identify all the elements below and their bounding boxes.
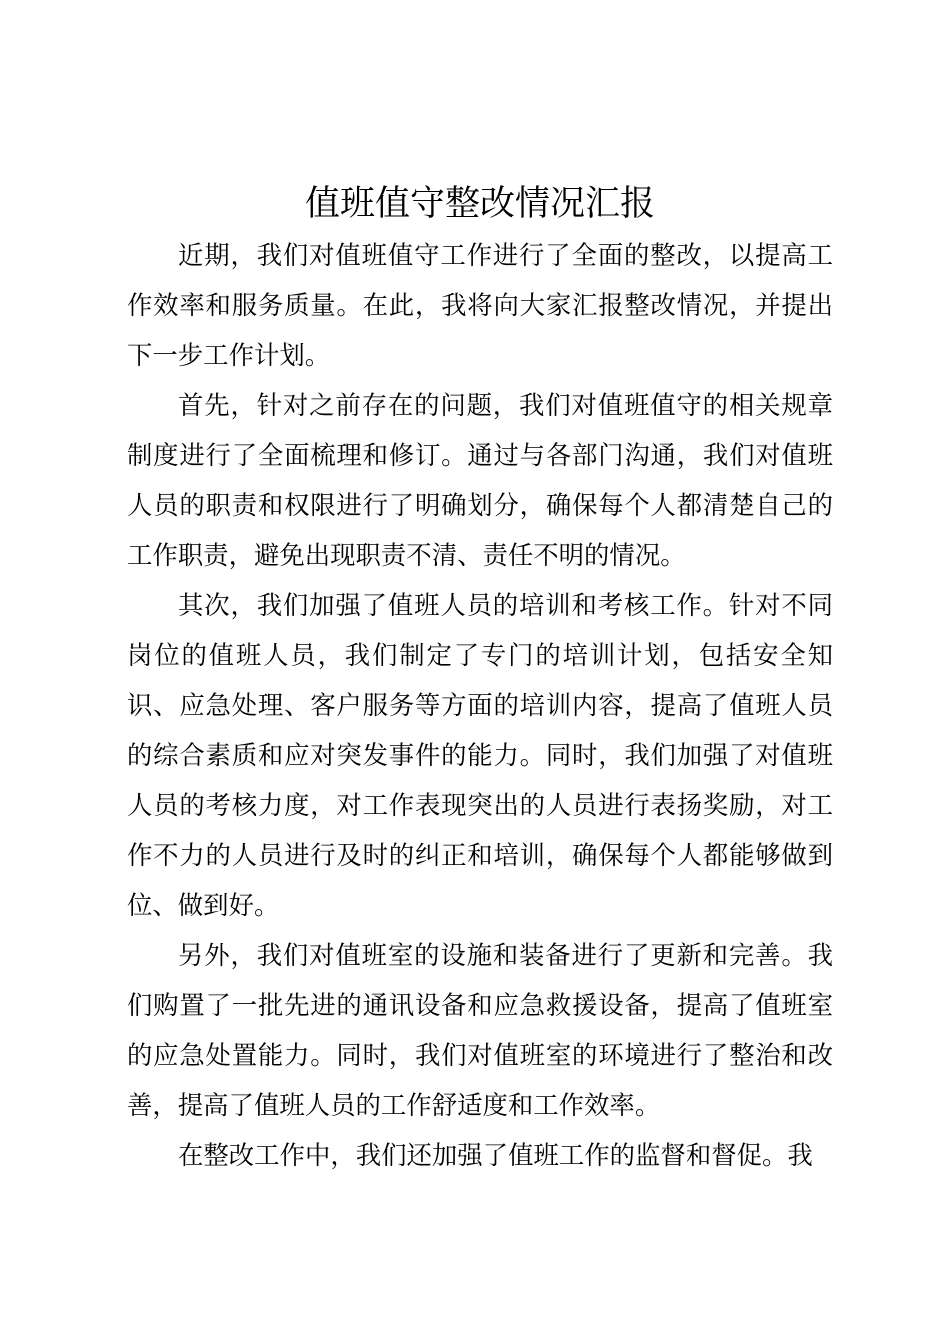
document-title: 值班值守整改情况汇报: [304, 184, 655, 224]
document-body: [127, 230, 833, 1180]
paragraph: 其次，我们加强了值班人员的培训和考核工作。针对不同岗位的值班人员，我们制定了专门的培训计划，包括安全知识、应急处理、客户服务等方面的培训内容，提高了值班人员的综合素质和应对突发事件的能力。同时，我们加强了对值班人员的考核力度，对工作表现突出的人员进行表扬奖励，对工作不力的人员进行及时的纠正和培训，确保每个人都能够做到位、做到好。: [127, 590, 833, 920]
paragraph: 在整改工作中，我们还加强了值班工作的监督和督促。我: [178, 1140, 813, 1170]
paragraph: 首先，针对之前存在的问题，我们对值班值守的相关规章制度进行了全面梳理和修订。通过与各部门沟通，我们对值班人员的职责和权限进行了明确划分，确保每个人都清楚自己的工作职责，避免出现职责不清、责任不明的情况。: [127, 390, 833, 570]
paragraph: 另外，我们对值班室的设施和装备进行了更新和完善。我们购置了一批先进的通讯设备和应急救援设备，提高了值班室的应急处置能力。同时，我们对值班室的环境进行了整治和改善，提高了值班人员的工作舒适度和工作效率。: [127, 940, 833, 1120]
paragraph: 近期，我们对值班值守工作进行了全面的整改，以提高工作效率和服务质量。在此，我将向大家汇报整改情况，并提出下一步工作计划。: [127, 240, 833, 370]
